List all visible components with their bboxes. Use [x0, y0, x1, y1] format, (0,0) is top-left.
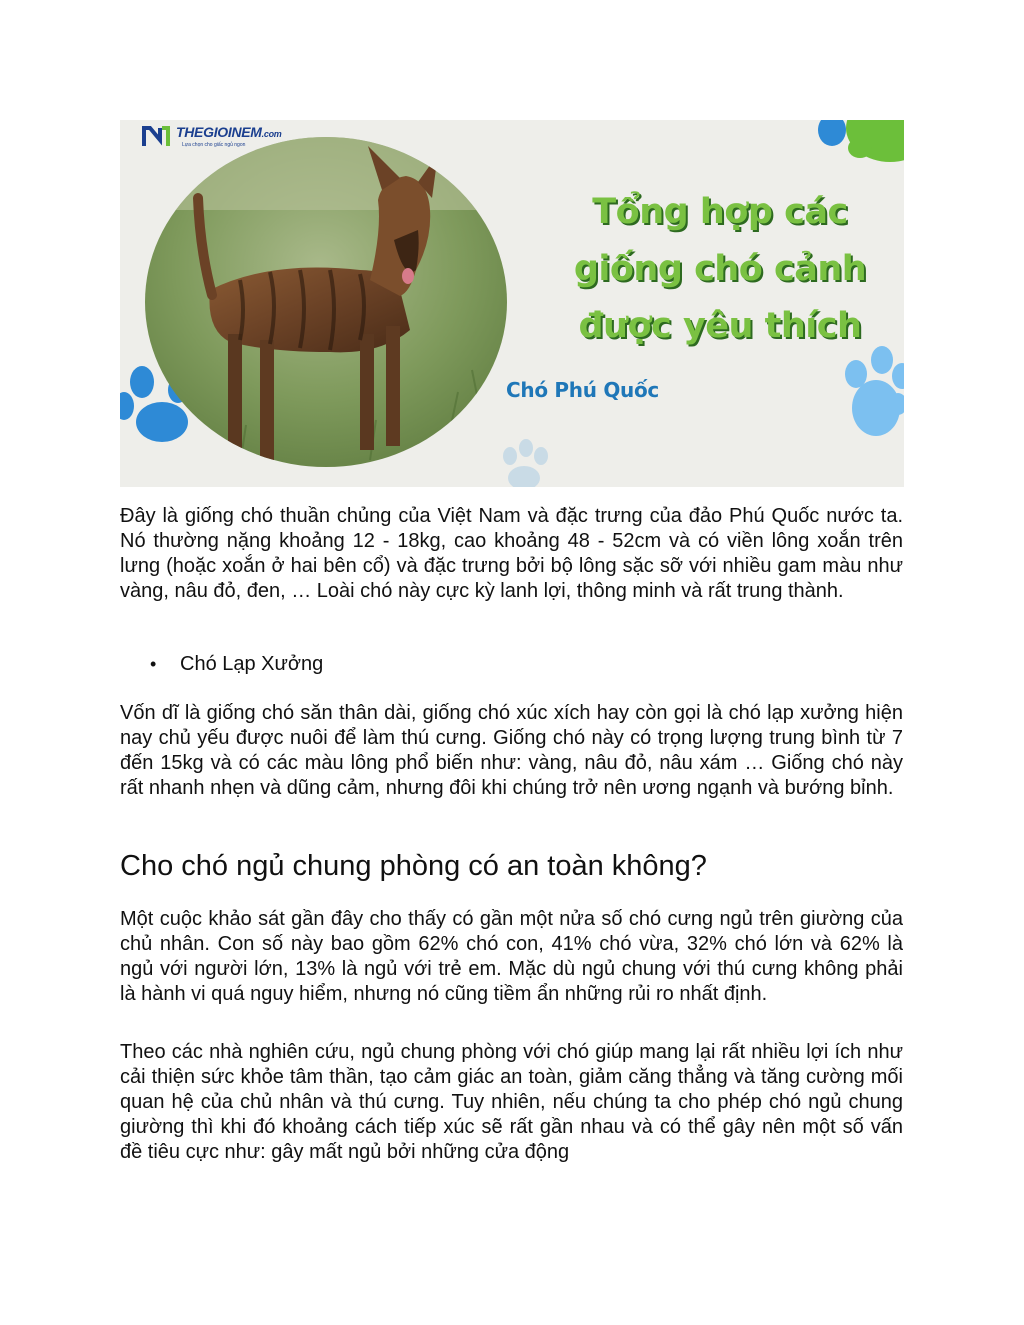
brand-logo-suffix: .com [261, 129, 282, 139]
paw-decoration-top-right-icon [818, 120, 904, 162]
article-banner-image [120, 120, 904, 487]
paragraph-lap-xuong: Vốn dĩ là giống chó săn thân dài, giống chó xúc xích hay còn gọi là chó lạp xưởng hiện nay chủ yếu được nuôi để làm thú cưng. Giống chó này có trọng lượng trung bình từ 7 đến 15kg và có các màu lông phổ biến như: vàng, nâu đỏ, nâu xám … Giống chó này rất nhanh nhẹn và dũng cảm, nhưng đôi khi chúng trở nên ương ngạnh và bướng bỉnh. [120, 702, 903, 799]
paw-decoration-bottom-icon [503, 439, 548, 487]
paragraph-phu-quoc: Đây là giống chó thuần chủng của Việt Nam và đặc trưng của đảo Phú Quốc nước ta. Nó thường nặng khoảng 12 - 18kg, cao khoảng 48 - 52cm và có viền lông xoắn trên lưng (hoặc xoắn ở hai bên cổ) và đặc trưng bởi bộ lông sặc sỡ với nhiều gam màu như vàng, nâu đỏ, đen, … Loài chó này cực kỳ lanh lợi, thông minh và rất trung thành. [120, 505, 903, 602]
banner-subtitle: Chó Phú Quốc [506, 378, 659, 402]
banner-title-line: Tổng hợp các [592, 192, 848, 232]
brand-logo [142, 124, 281, 148]
list-item [150, 652, 323, 677]
paragraph-survey: Một cuộc khảo sát gần đây cho thấy có gần một nửa số chó cưng ngủ trên giường của chủ nhân. Con số này bao gồm 62% chó con, 41% chó vừa, 32% chó lớn và 62% là ngủ với người lớn, 13% là ngủ với trẻ em. Mặc dù ngủ chung với thú cưng không phải là hành vi quá nguy hiểm, nhưng nó cũng tiềm ẩn những rủi ro nhất định. [120, 908, 903, 1005]
section-heading: Cho chó ngủ chung phòng có an toàn không? [120, 850, 707, 882]
brand-logo-name: THEGIOINEM [176, 124, 262, 140]
brand-logo-text [176, 124, 281, 142]
list-item-label: Chó Lạp Xưởng [180, 653, 324, 675]
paragraph-research: Theo các nhà nghiên cứu, ngủ chung phòng với chó giúp mang lại rất nhiều lợi ích như cải thiện sức khỏe tâm thần, tạo cảm giác an toàn, giảm căng thẳng và tăng cường mối quan hệ của chủ nhân và thú cưng. Tuy nhiên, nếu chúng ta cho phép chó ngủ chung giường thì khi đó khoảng cách tiếp xúc sẽ rất gần nhau và có thể gây nên một số vấn đề tiêu cực như: gây mất ngủ bởi những cửa động [120, 1041, 903, 1163]
brand-logo-icon [142, 124, 170, 148]
banner-title-line: được yêu thích [578, 306, 862, 346]
banner-title [540, 184, 900, 355]
bullet-icon: • [150, 654, 157, 674]
paw-decoration-right-icon [845, 346, 904, 436]
brand-logo-tagline: Lựa chọn cho giấc ngủ ngon [182, 142, 246, 148]
banner-title-line: giống chó cảnh [573, 249, 867, 289]
